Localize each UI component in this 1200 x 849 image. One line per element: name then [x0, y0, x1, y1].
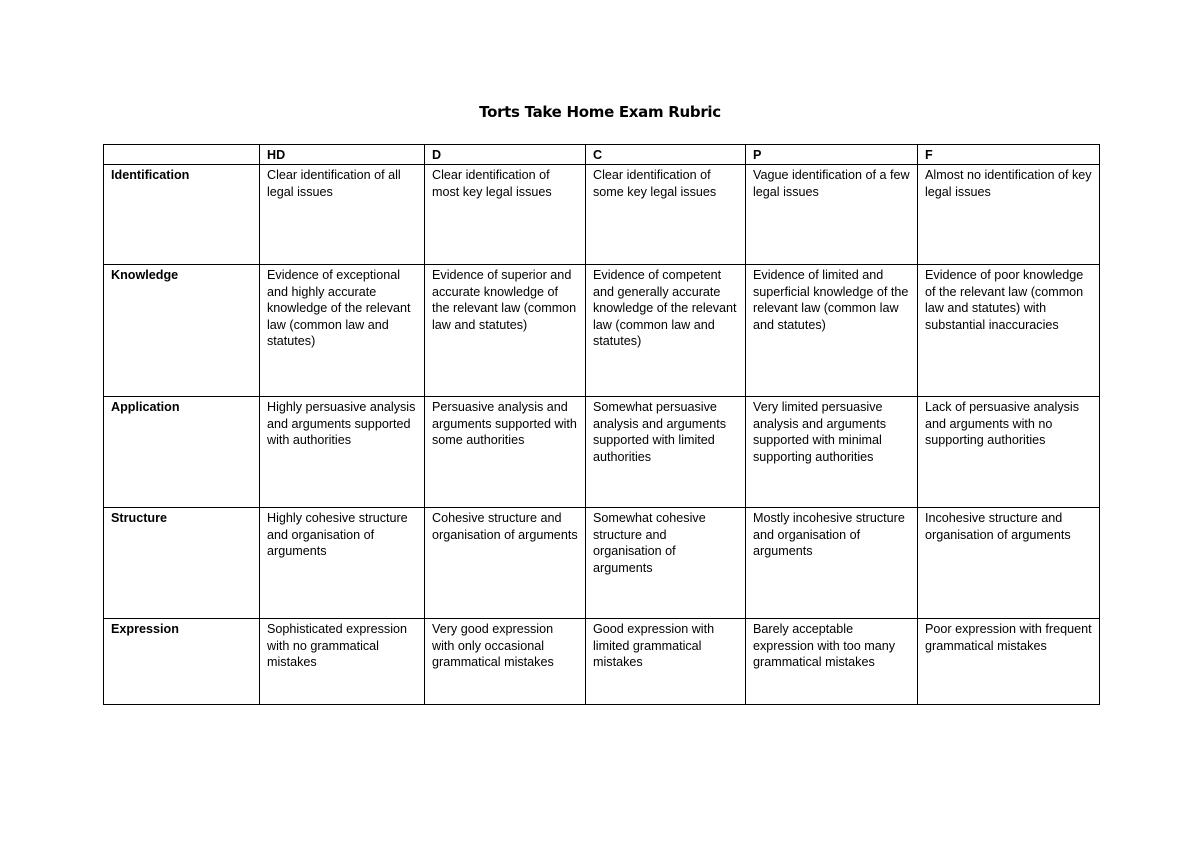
table-cell: Poor expression with frequent grammatical mistakes: [918, 619, 1100, 705]
table-cell: Barely acceptable expression with too many grammatical mistakes: [746, 619, 918, 705]
table-row: [104, 265, 1100, 397]
rubric-table: [103, 144, 1100, 705]
table-cell: Incohesive structure and organisation of arguments: [918, 508, 1100, 619]
criterion-label: Structure: [104, 508, 260, 619]
header-cell-hd: HD: [260, 145, 425, 165]
criterion-label: Application: [104, 397, 260, 508]
criterion-label: Knowledge: [104, 265, 260, 397]
header-cell-criterion: [104, 145, 260, 165]
table-cell: Clear identification of most key legal issues: [425, 165, 586, 265]
table-cell: Evidence of competent and generally accurate knowledge of the relevant law (common law and statutes): [586, 265, 746, 397]
table-cell: Persuasive analysis and arguments supported with some authorities: [425, 397, 586, 508]
table-cell: Evidence of poor knowledge of the relevant law (common law and statutes) with substantial inaccuracies: [918, 265, 1100, 397]
table-cell: Evidence of limited and superficial knowledge of the relevant law (common law and statutes): [746, 265, 918, 397]
document-title: Torts Take Home Exam Rubric: [479, 103, 721, 121]
table-row: [104, 619, 1100, 705]
table-cell: Somewhat persuasive analysis and arguments supported with limited authorities: [586, 397, 746, 508]
table-cell: Evidence of superior and accurate knowledge of the relevant law (common law and statutes): [425, 265, 586, 397]
criterion-label: Identification: [104, 165, 260, 265]
table-row: [104, 397, 1100, 508]
table-cell: Good expression with limited grammatical mistakes: [586, 619, 746, 705]
table-cell: Sophisticated expression with no grammatical mistakes: [260, 619, 425, 705]
table-cell: Very good expression with only occasional grammatical mistakes: [425, 619, 586, 705]
table-cell: Vague identification of a few legal issues: [746, 165, 918, 265]
criterion-label: Expression: [104, 619, 260, 705]
table-cell: Clear identification of some key legal issues: [586, 165, 746, 265]
header-cell-d: D: [425, 145, 586, 165]
table-cell: Lack of persuasive analysis and arguments with no supporting authorities: [918, 397, 1100, 508]
table-cell: Evidence of exceptional and highly accurate knowledge of the relevant law (common law and statutes): [260, 265, 425, 397]
table-cell: Highly persuasive analysis and arguments supported with authorities: [260, 397, 425, 508]
table-cell: Mostly incohesive structure and organisation of arguments: [746, 508, 918, 619]
table-cell: Very limited persuasive analysis and arguments supported with minimal supporting authorities: [746, 397, 918, 508]
table-cell: Almost no identification of key legal issues: [918, 165, 1100, 265]
table-row: [104, 165, 1100, 265]
header-cell-c: C: [586, 145, 746, 165]
table-cell: Cohesive structure and organisation of arguments: [425, 508, 586, 619]
header-cell-p: P: [746, 145, 918, 165]
table-cell: Clear identification of all legal issues: [260, 165, 425, 265]
table-cell: Highly cohesive structure and organisation of arguments: [260, 508, 425, 619]
header-row: [104, 145, 1100, 165]
table-row: [104, 508, 1100, 619]
header-cell-f: F: [918, 145, 1100, 165]
table-cell: Somewhat cohesive structure and organisation of arguments: [586, 508, 746, 619]
